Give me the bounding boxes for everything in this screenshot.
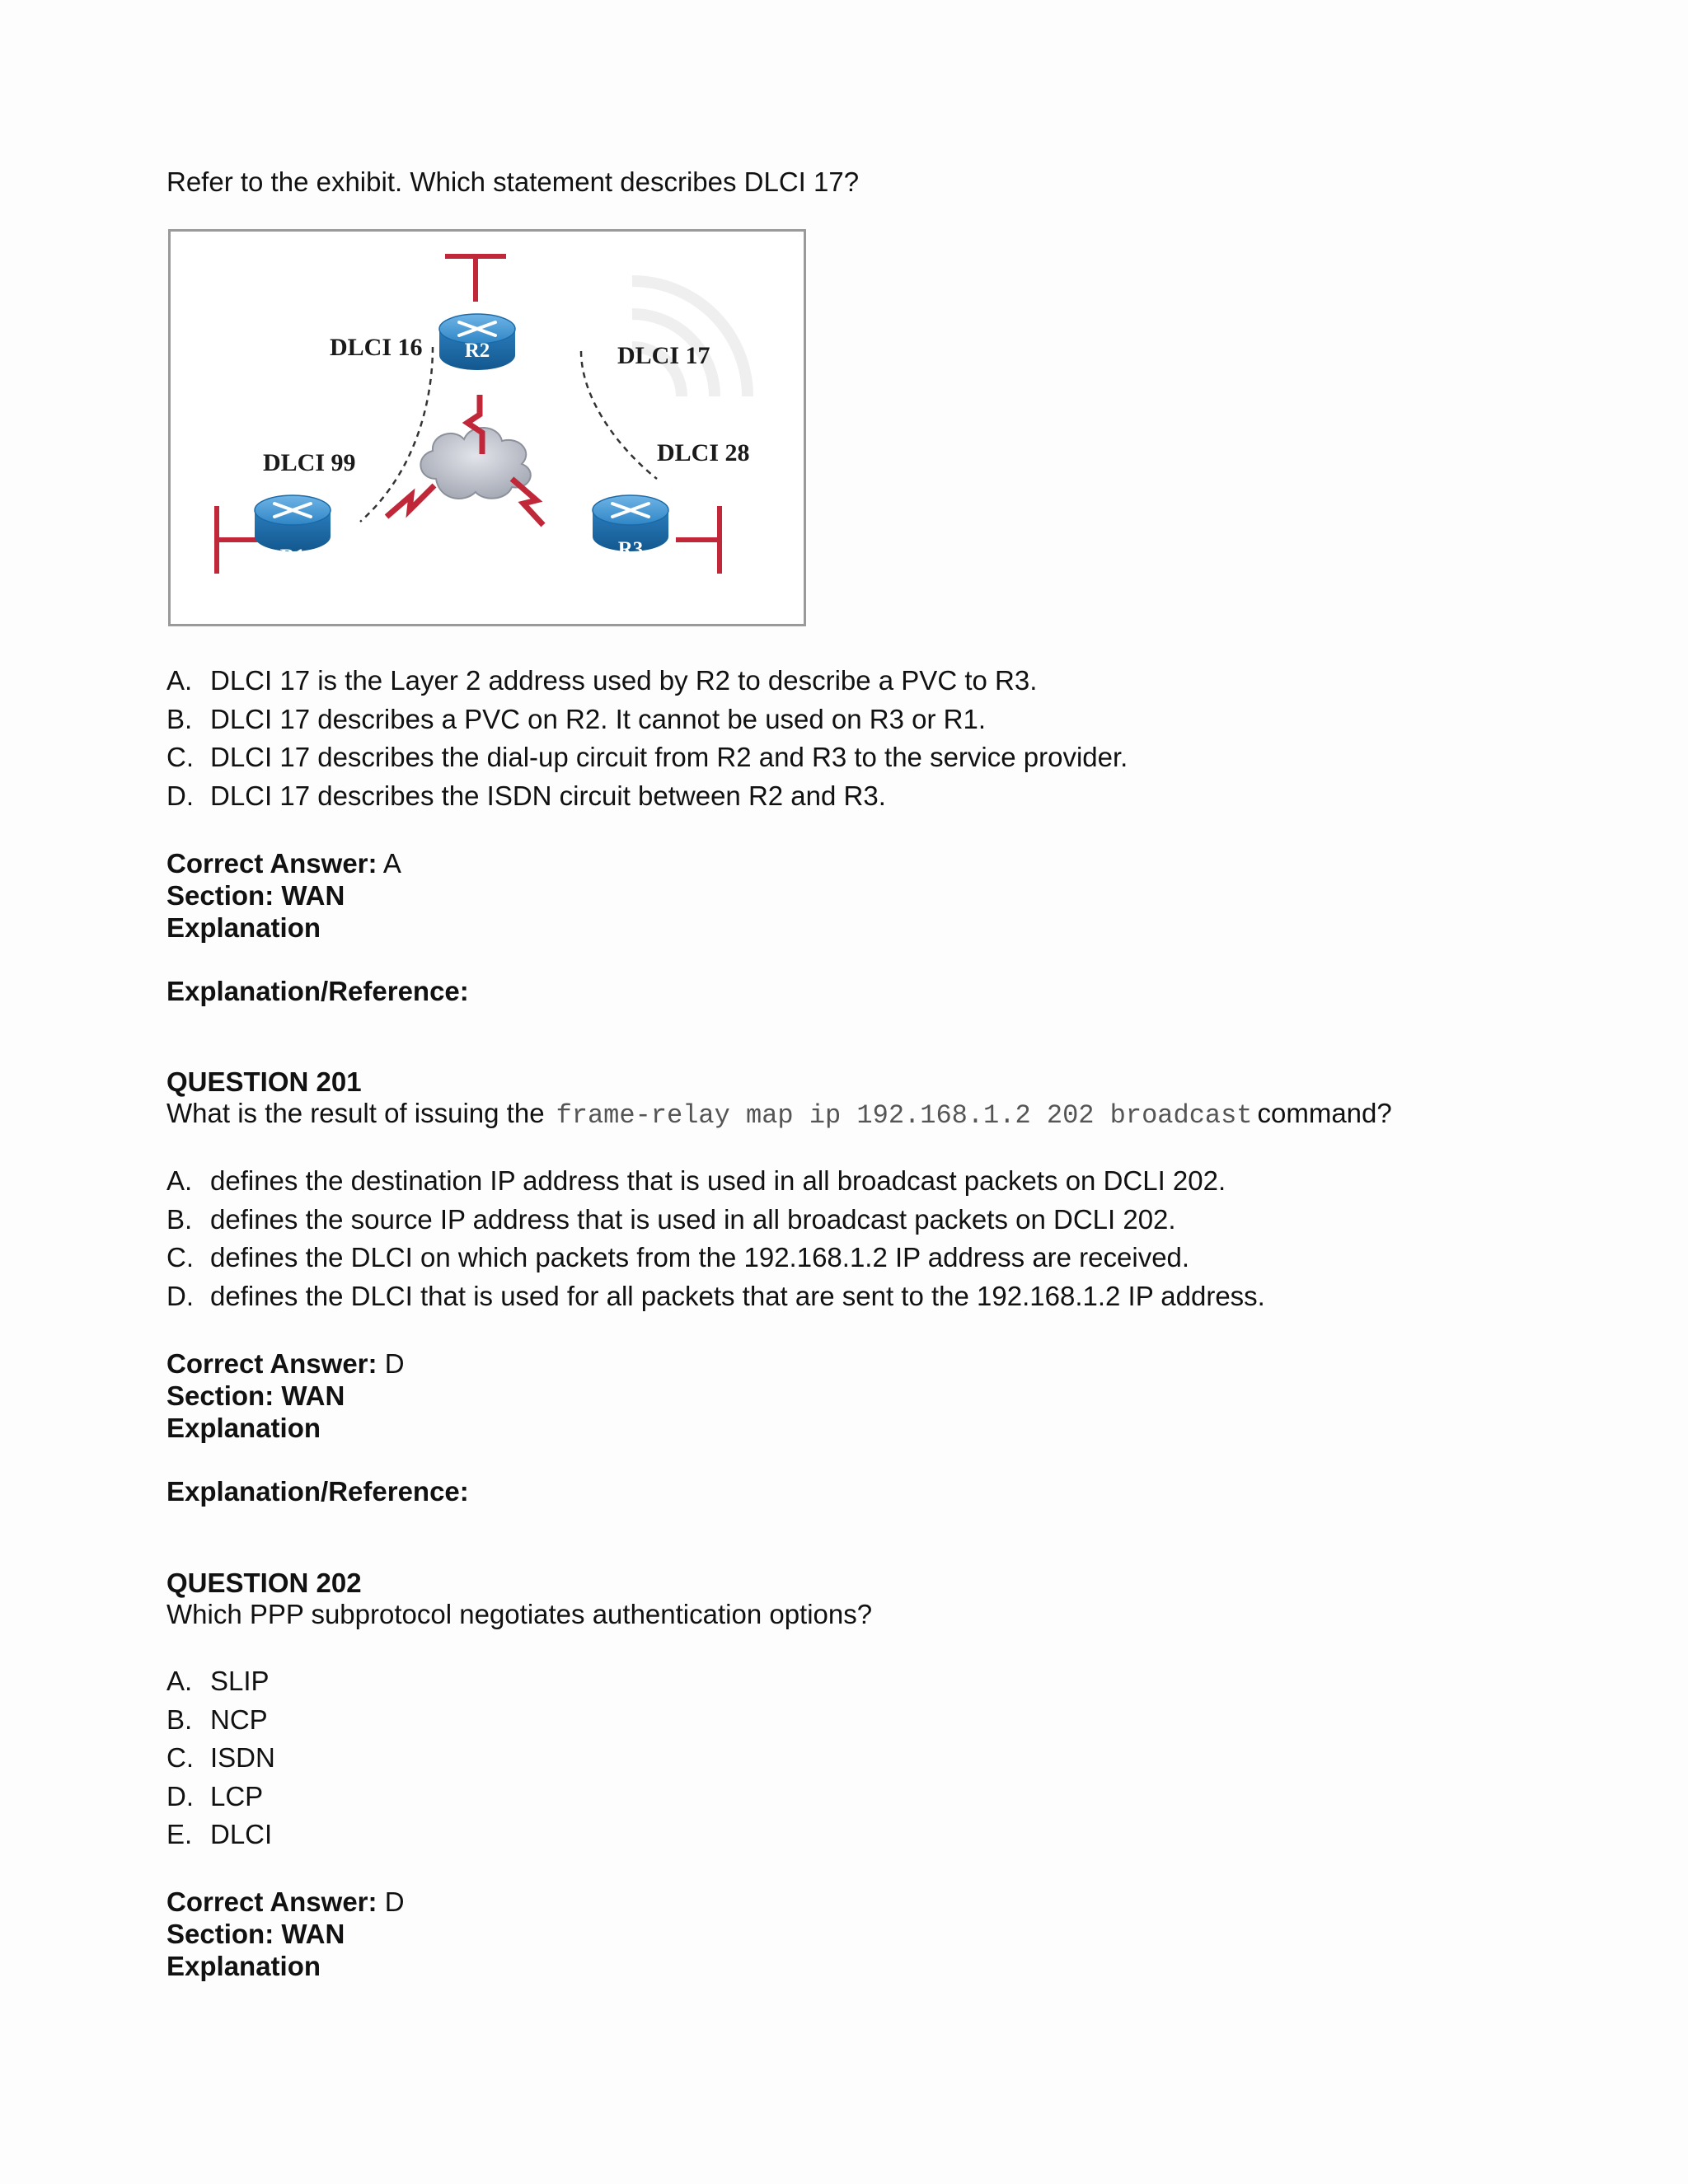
watermark bbox=[632, 281, 748, 396]
dlci16-label: DLCI 16 bbox=[330, 334, 423, 361]
section-label: Section: WAN bbox=[166, 1919, 345, 1949]
option-d: D. LCP bbox=[166, 1780, 264, 1811]
option-c: C. ISDN bbox=[166, 1742, 275, 1774]
option-b: B. defines the source IP address that is used in all broadcast packets on DCLI 202. bbox=[166, 1203, 1176, 1235]
q202-meta bbox=[166, 1886, 405, 1982]
frame-relay-diagram bbox=[171, 232, 804, 624]
router-r3 bbox=[593, 495, 668, 560]
section-label: Section: WAN bbox=[166, 1380, 345, 1411]
option-c: C. defines the DLCI on which packets from the 192.168.1.2 IP address are received. bbox=[166, 1242, 1190, 1273]
q202-answers bbox=[166, 1662, 275, 1854]
command-code: frame-relay map ip 192.168.1.2 202 broadcast bbox=[556, 1100, 1253, 1131]
q200-answers bbox=[166, 662, 1128, 815]
router-r2 bbox=[439, 314, 515, 370]
question-text: What is the result of issuing the frame-relay map ip 192.168.1.2 202 broadcast command? bbox=[166, 1098, 1392, 1131]
option-a: A. DLCI 17 is the Layer 2 address used by R2 to describe a PVC to R3. bbox=[166, 665, 1038, 696]
correct-answer: Correct Answer: D bbox=[166, 1348, 405, 1379]
question-202 bbox=[166, 1568, 872, 1630]
correct-answer: Correct Answer: A bbox=[166, 848, 401, 879]
option-d: D. DLCI 17 describes the ISDN circuit between R2 and R3. bbox=[166, 780, 886, 811]
option-d: D. defines the DLCI that is used for all packets that are sent to the 192.168.1.2 IP address. bbox=[166, 1280, 1265, 1311]
question-title: QUESTION 201 bbox=[166, 1066, 362, 1097]
question-text: Which PPP subprotocol negotiates authentication options? bbox=[166, 1599, 873, 1629]
q201-answers bbox=[166, 1162, 1265, 1315]
option-a: A. SLIP bbox=[166, 1666, 270, 1696]
question-stem: Refer to the exhibit. Which statement describes DLCI 17? bbox=[166, 166, 860, 197]
q200-meta bbox=[166, 847, 469, 1007]
option-e: E. DLCI bbox=[166, 1819, 273, 1850]
dlci17-label: DLCI 17 bbox=[617, 342, 710, 369]
router-r1 bbox=[255, 495, 331, 568]
question-201 bbox=[166, 1066, 1392, 1129]
option-b: B. NCP bbox=[166, 1704, 268, 1735]
network-exhibit bbox=[168, 229, 806, 626]
section-label: Section: WAN bbox=[166, 880, 345, 911]
router-r1-label: R1 bbox=[279, 546, 306, 568]
explanation-heading: Explanation bbox=[166, 1951, 321, 1981]
router-r3-label: R3 bbox=[617, 538, 644, 560]
option-c: C. DLCI 17 describes the dial-up circuit from R2 and R3 to the service provider. bbox=[166, 742, 1128, 773]
explanation-reference: Explanation/Reference: bbox=[166, 976, 469, 1006]
frame-relay-cloud bbox=[420, 428, 530, 499]
dlci28-label: DLCI 28 bbox=[657, 439, 750, 466]
pvc-lines bbox=[360, 347, 657, 522]
explanation-reference: Explanation/Reference: bbox=[166, 1476, 469, 1507]
question-title: QUESTION 202 bbox=[166, 1568, 362, 1598]
option-b: B. DLCI 17 describes a PVC on R2. It cannot be used on R3 or R1. bbox=[166, 703, 987, 734]
q201-meta bbox=[166, 1347, 469, 1507]
explanation-heading: Explanation bbox=[166, 1413, 321, 1443]
explanation-heading: Explanation bbox=[166, 912, 321, 943]
dlci99-label: DLCI 99 bbox=[263, 449, 356, 476]
router-r2-label: R2 bbox=[464, 340, 490, 362]
correct-answer: Correct Answer: D bbox=[166, 1886, 405, 1917]
option-a: A. defines the destination IP address that is used in all broadcast packets on DCLI 202. bbox=[166, 1165, 1226, 1196]
